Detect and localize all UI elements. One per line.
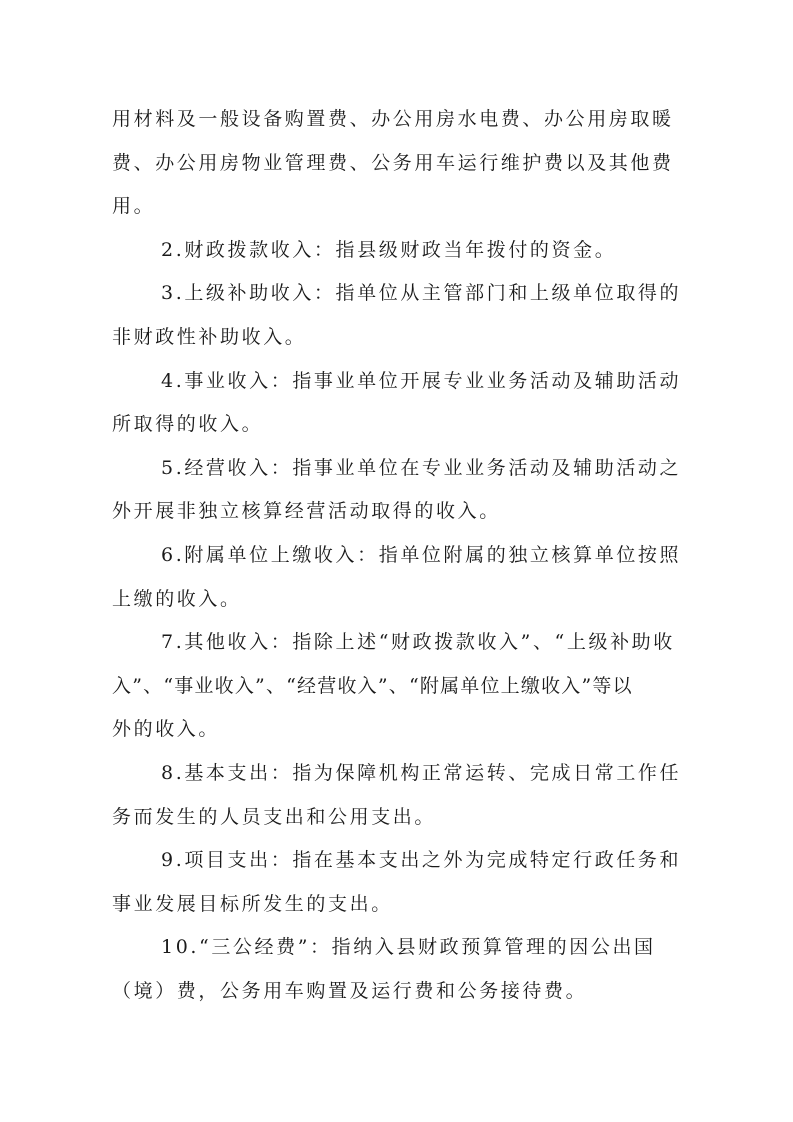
text-line-6: 非财政性补助收入。 [112, 325, 307, 348]
text-line-16: 8.基本支出：指为保障机构正常运转、完成日常工作任 [161, 761, 682, 784]
text-line-9: 5.经营收入：指事业单位在专业业务活动及辅助活动之 [161, 456, 682, 479]
text-line-11: 6.附属单位上缴收入：指单位附属的独立核算单位按照 [161, 543, 682, 566]
text-line-15: 外的收入。 [112, 718, 221, 741]
text-line-19: 事业发展目标所发生的支出。 [112, 892, 393, 915]
text-line-1: 用材料及一般设备购置费、办公用房水电费、办公用房取暖 [112, 108, 674, 130]
text-line-5: 3.上级补助收入：指单位从主管部门和上级单位取得的 [161, 282, 682, 305]
text-line-21: （境）费，公务用车购置及运行费和公务接待费。 [112, 979, 588, 1002]
text-line-10: 外开展非独立核算经营活动取得的收入。 [112, 500, 501, 523]
text-line-4: 2.财政拨款收入：指县级财政当年拨付的资金。 [161, 238, 617, 261]
text-line-20: 10.“三公经费”：指纳入县财政预算管理的因公出国 [161, 936, 656, 959]
text-line-13: 7.其他收入：指除上述“财政拨款收入”、“上级补助收 [161, 631, 675, 654]
text-line-2: 费、办公用房物业管理费、公务用车运行维护费以及其他费 [112, 151, 674, 174]
text-line-18: 9.项目支出：指在基本支出之外为完成特定行政任务和 [161, 849, 682, 872]
text-line-17: 务而发生的人员支出和公用支出。 [112, 805, 437, 828]
body-text [112, 98, 682, 1013]
text-line-12: 上缴的收入。 [112, 587, 242, 610]
text-line-7: 4.事业收入：指事业单位开展专业业务活动及辅助活动 [161, 369, 682, 392]
text-line-8: 所取得的收入。 [112, 413, 264, 436]
text-line-3: 用。 [112, 195, 156, 218]
text-line-14: 入”、“事业收入”、“经营收入”、“附属单位上缴收入”等以 [112, 674, 633, 697]
